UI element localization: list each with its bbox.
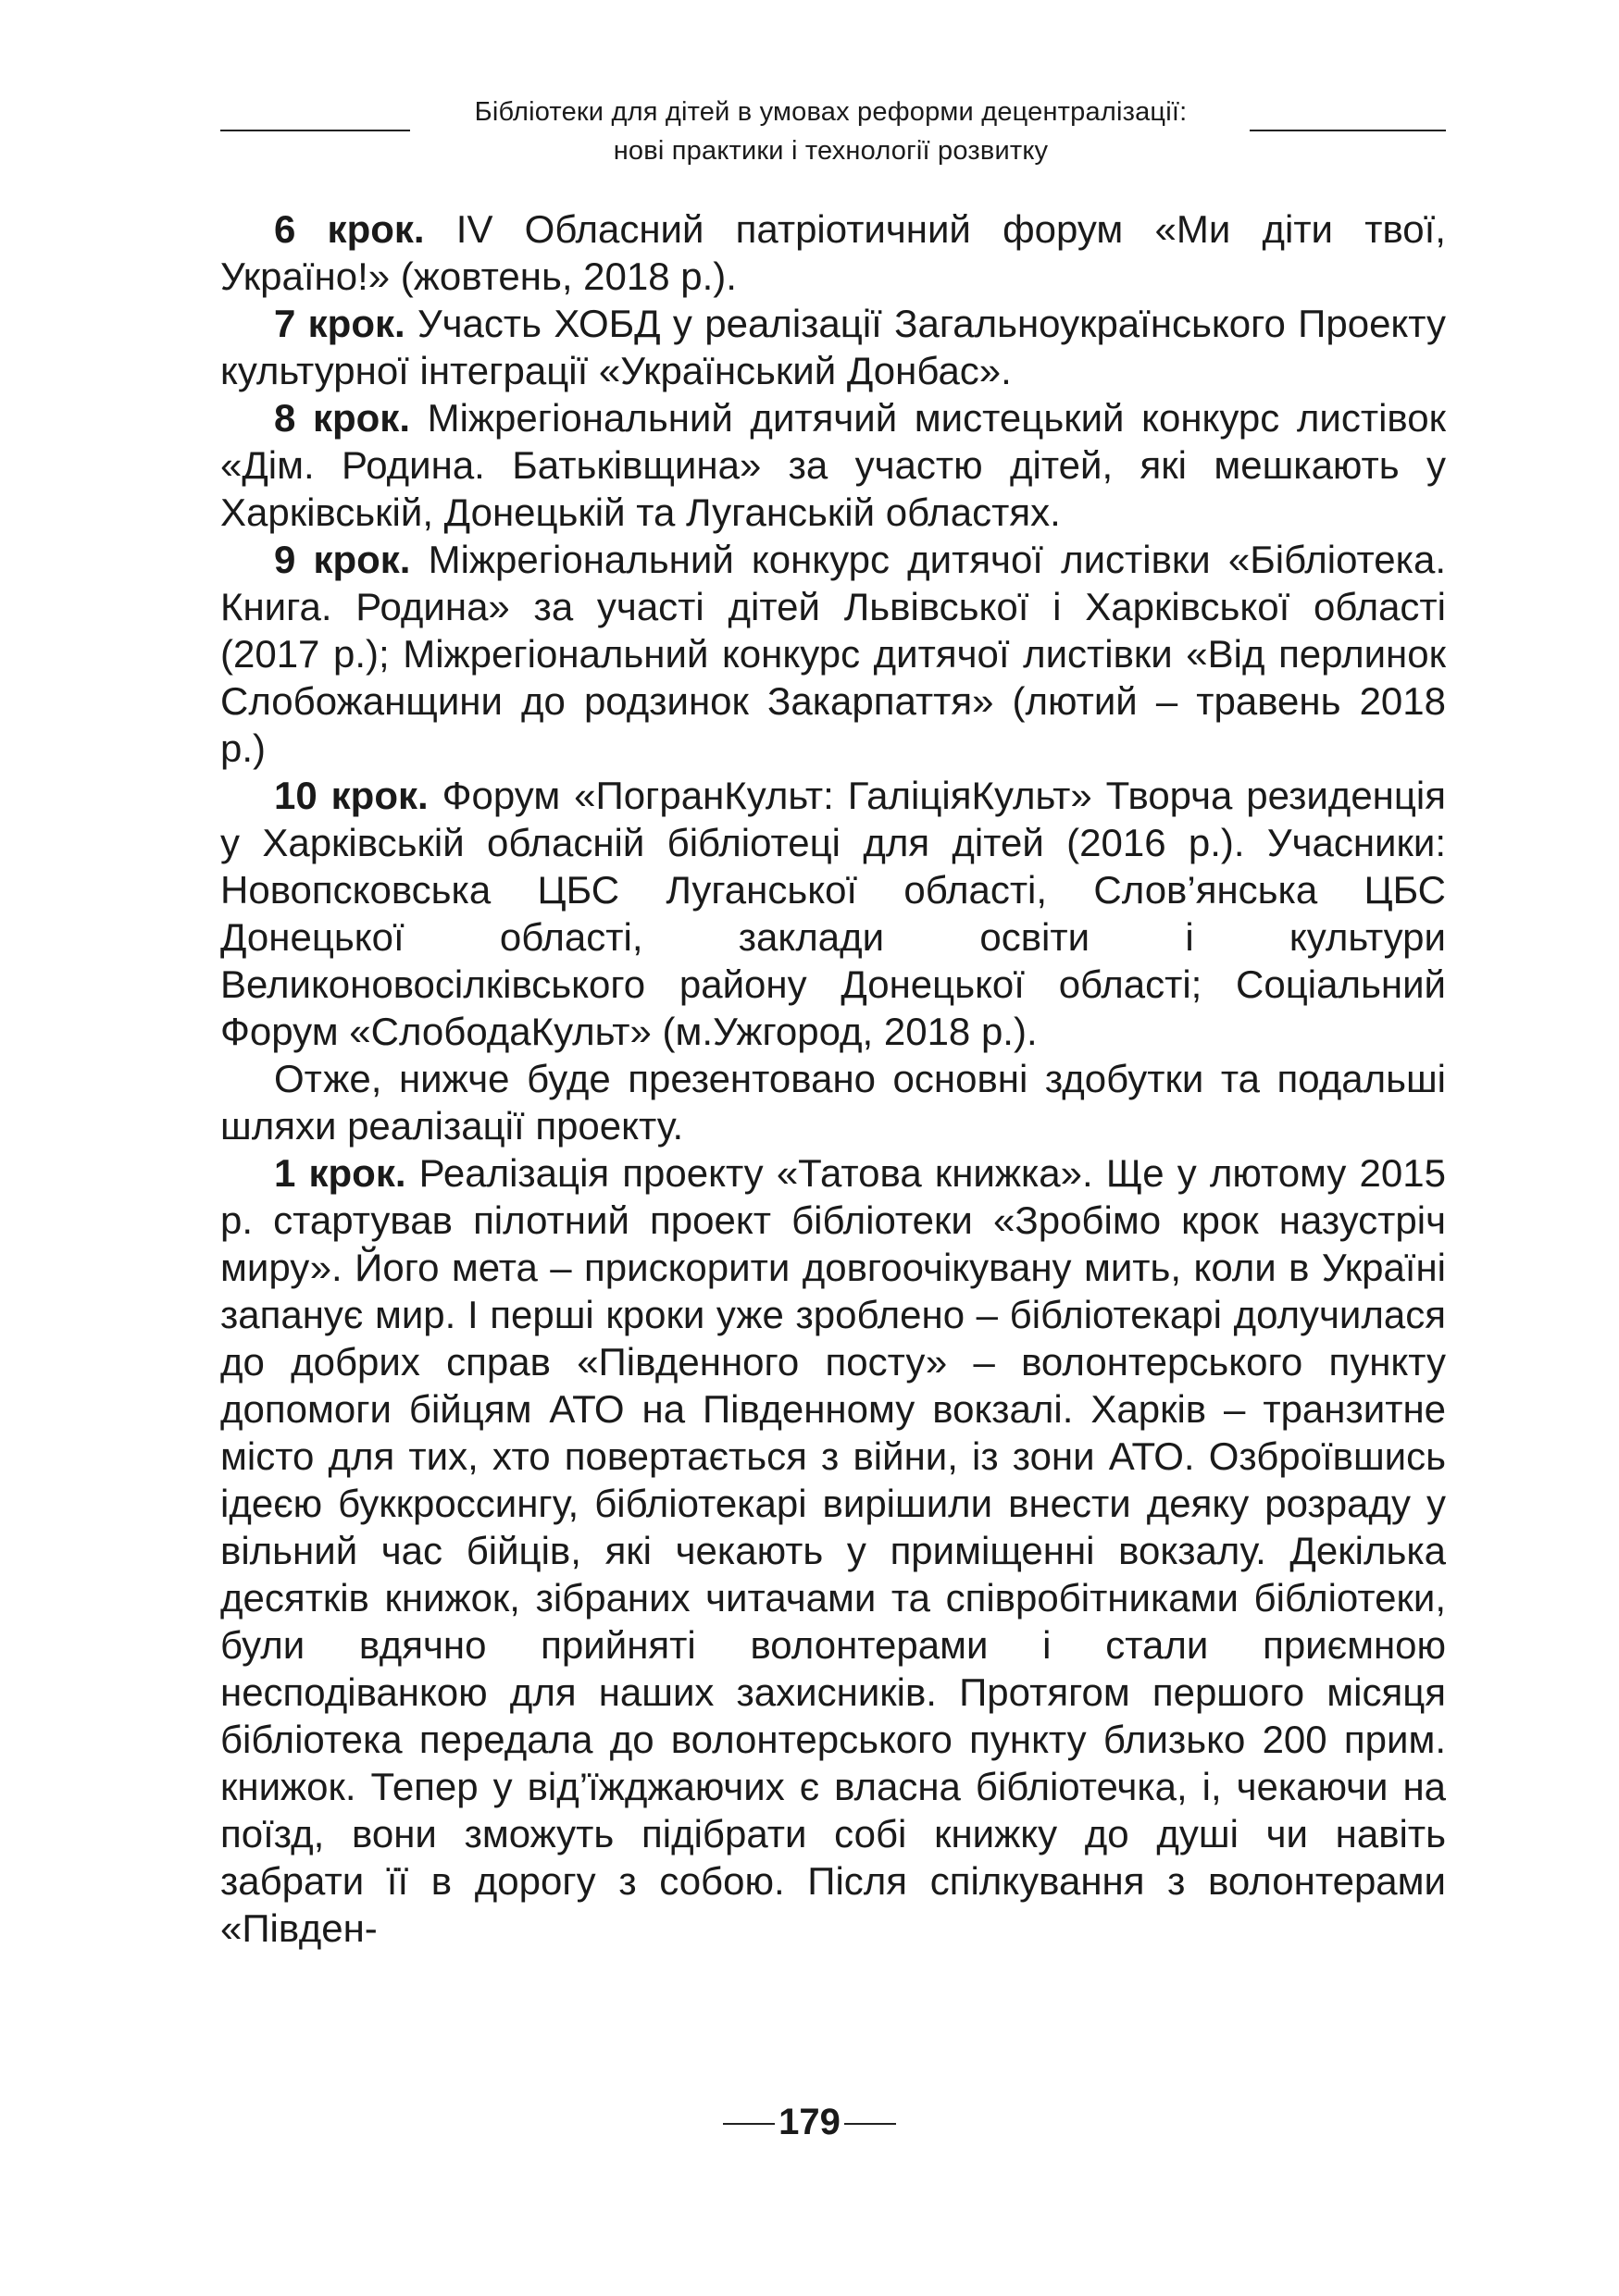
step-label: 1 крок. xyxy=(274,1151,406,1195)
paragraph-step-8 xyxy=(220,394,1446,536)
folio-rule-right xyxy=(844,2123,896,2125)
step-label: 10 крок. xyxy=(274,774,429,817)
paragraph-text: Участь ХОБД у реалізації Загальноукраїнського Проекту культурної інтеграції «Український Донбас». xyxy=(220,302,1446,392)
running-header-line-2: нові практики і технології розвитку xyxy=(613,136,1049,166)
page-number-value: 179 xyxy=(778,2102,841,2142)
step-label: 6 крок. xyxy=(274,207,425,251)
running-header xyxy=(220,93,1446,176)
paragraph-text: Міжрегіональний конкурс дитячої листівки «Бібліотека. Книга. Родина» за участі дітей Львівської і Харківської області (2017 р.); Міжрегіональний конкурс дитячої листівки «Від перлинок Слобожанщини до родзинок Закарпаття» (лютий – травень 2018 р.) xyxy=(220,538,1446,770)
header-rule-left xyxy=(220,130,410,131)
paragraph-summary xyxy=(220,1055,1446,1149)
header-rule-right xyxy=(1250,130,1446,131)
running-header-line-1: Бібліотеки для дітей в умовах реформи децентралізації: xyxy=(474,97,1188,127)
paragraph-text: Міжрегіональний дитячий мистецький конкурс листівок «Дім. Родина. Батьківщина» за участю дітей, які мешкають у Харківській, Донецькій та Луганській областях. xyxy=(220,396,1446,534)
paragraph-text: Форум «ПогранКульт: ГаліціяКульт» Творча резиденція у Харківській обласній бібліотеці для дітей (2016 р.). Учасники: Новопсковська ЦБС Луганської області, Слов’янська ЦБС Донецької області, заклади освіти і культури Великоновосілківського району Донецької області; Соціальний Форум «СлободаКульт» (м.Ужгород, 2018 р.). xyxy=(220,774,1446,1053)
paragraph-step-9 xyxy=(220,536,1446,772)
folio-rule-left xyxy=(723,2123,775,2125)
paragraph-step-6 xyxy=(220,205,1446,300)
step-label: 7 крок. xyxy=(274,302,405,345)
step-label: 9 крок. xyxy=(274,538,411,581)
body-text xyxy=(220,205,1446,1952)
paragraph-text: IV Обласний патріотичний форум «Ми діти твої, Україно!» (жовтень, 2018 р.). xyxy=(220,207,1446,298)
paragraph-text: Отже, нижче буде презентовано основні здобутки та подальші шляхи реалізації проекту. xyxy=(220,1057,1446,1148)
running-header-text xyxy=(424,93,1238,170)
paragraph-step-1 xyxy=(220,1149,1446,1952)
paragraph-step-7 xyxy=(220,300,1446,394)
step-label: 8 крок. xyxy=(274,396,410,440)
paragraph-text: Реалізація проекту «Татова книжка». Ще у лютому 2015 р. стартував пілотний проект бібліотеки «Зробімо крок назустріч миру». Його мета – прискорити довгоочікувану мить, коли в Україні запанує мир. І перші кроки уже зроблено – бібліотекарі долучилася до добрих справ «Південного посту» – волонтерського пункту допомоги бійцям АТО на Південному вокзалі. Харків – транзитне місто для тих, хто повертається з війни, із зони АТО. Озброївшись ідеєю буккроссингу, бібліотекарі вирішили внести деяку розраду у вільний час бійців, які чекають у приміщенні вокзалу. Декілька десятків книжок, зібраних читачами та співробітниками бібліотеки, були вдячно прийняті волонтерами і стали приємною несподіванкою для наших захисників. Протягом першого місяця бібліотека передала до волонтерського пункту близько 200 прим. книжок. Тепер у від’їжджаючих є власна бібліотечка, і, чекаючи на поїзд, вони зможуть підібрати собі книжку до душі чи навіть забрати її в дорогу з собою. Після спілкування з волонтерами «Півден- xyxy=(220,1151,1446,1950)
page-number xyxy=(0,2099,1619,2145)
paragraph-step-10 xyxy=(220,772,1446,1055)
